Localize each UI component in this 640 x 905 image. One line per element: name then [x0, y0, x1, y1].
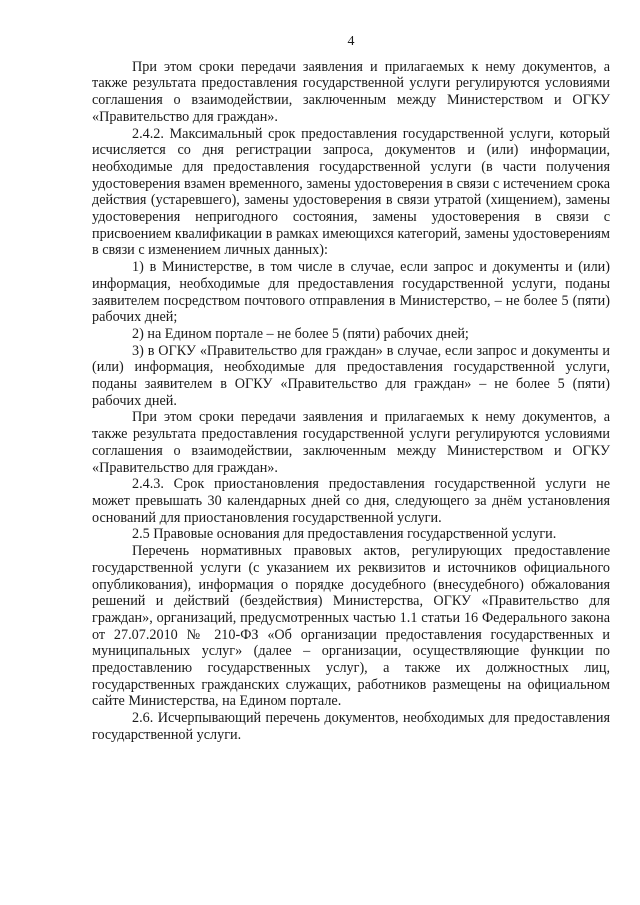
- page-number: 4: [347, 34, 355, 49]
- heading-2-5: 2.5 Правовые основания для предоставления государственной услуги.: [132, 526, 557, 543]
- document-page: [92, 34, 610, 744]
- paragraph-2-4-2: 2.4.2. Максимальный срок предоставления государственной услуги, который исчисляется со дня регистрации запроса, документов и (или) информации, необходимые для предоставления государственной услуги (в части получения удостоверения взамен временного, замены удостоверения в связи с истечением срока действия (устаревшего), замены удостоверения в связи утратой (хищением), замены удостоверения непригодного состояния, замены удостоверения в связи с присвоением квалификации в рамках имеющихся категорий, замены удостоверениям в связи с изменением личных данных):: [92, 125, 610, 259]
- paragraph-2-4-3: 2.4.3. Срок приостановления предоставления государственной услуги не может превышать 30 календарных дней со дня, следующего за днём установления оснований для приостановления государственной услуги.: [92, 476, 610, 526]
- heading-2-6: 2.6. Исчерпывающий перечень документов, необходимых для предоставления государственной услуги.: [92, 710, 610, 743]
- list-item-unified-portal: 2) на Едином портале – не более 5 (пяти) рабочих дней;: [132, 325, 469, 342]
- list-item-ministry: 1) в Министерстве, в том числе в случае, если запрос и документы и (или) информация, необходимые для предоставления государственной услуги, поданы заявителем посредством почтового отправления в Министерство, – не более 5 (пяти) рабочих дней;: [92, 259, 610, 326]
- paragraph-transfer-terms-2: При этом сроки передачи заявления и прилагаемых к нему документов, а также результата предоставления государственной услуги регулируются условиями соглашения о взаимодействии, заключенным между Министерством и ОГКУ «Правительство для граждан».: [92, 409, 610, 476]
- paragraph-legal-acts: Перечень нормативных правовых актов, регулирующих предоставление государственной услуги (с указанием их реквизитов и источников официального опубликования), информация о порядке досудебного (внесудебного) обжалования решений и действий (бездействия) Министерства, ОГКУ «Правительство для граждан», организаций, предусмотренных частью 1.1 статьи 16 Федерального закона от 27.07.2010 № 210-ФЗ «Об организации предоставления государственных и муниципальных услуг» (далее – организации, осуществляющие функции по предоставлению государственных услуг), а также их должностных лиц, государственных гражданских служащих, работников размещены на официальном сайте Министерства, на Едином портале.: [92, 543, 610, 710]
- paragraph-transfer-terms-1: При этом сроки передачи заявления и прилагаемых к нему документов, а также результата предоставления государственной услуги регулируются условиями соглашения о взаимодействии, заключенным между Министерством и ОГКУ «Правительство для граждан».: [92, 58, 610, 125]
- list-item-ogku: 3) в ОГКУ «Правительство для граждан» в случае, если запрос и документы и (или) информация, необходимые для предоставления государственной услуги, поданы заявителем в ОГКУ «Правительство для граждан» – не более 5 (пяти) рабочих дней.: [92, 342, 610, 409]
